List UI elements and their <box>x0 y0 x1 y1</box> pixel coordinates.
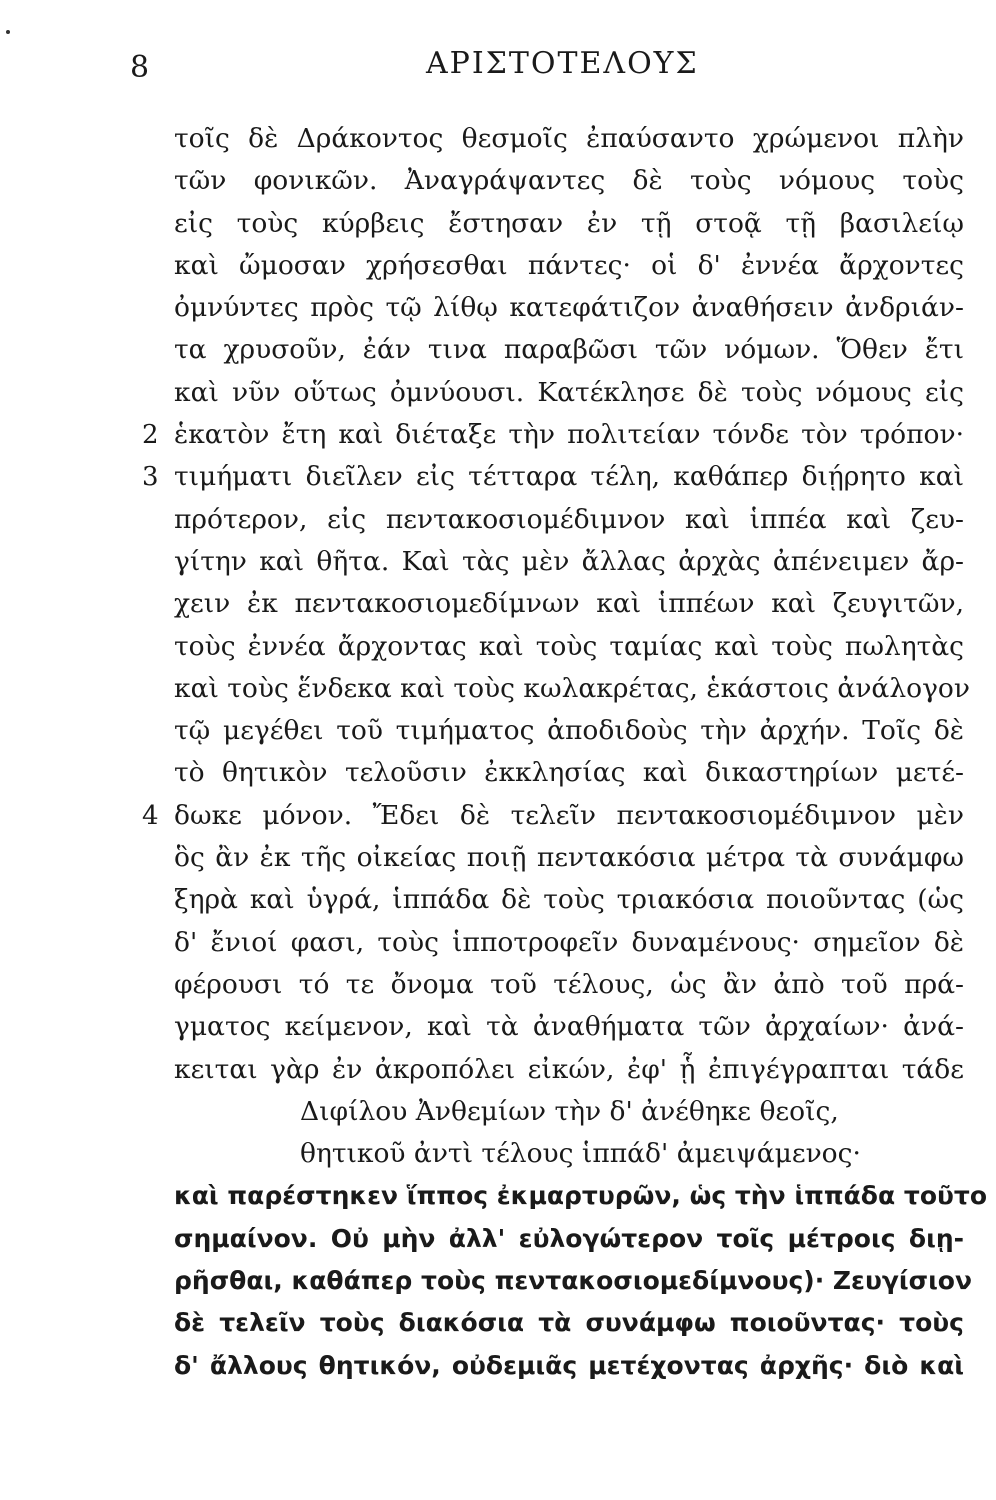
text-line <box>0 583 996 625</box>
line-text: σημαίνον. Οὐ μὴν ἀλλ' εὐλογώτερον τοῖς μέτροις διῃ- <box>174 1223 964 1253</box>
text-line <box>0 414 996 456</box>
margin-section-number: 3 <box>142 462 159 493</box>
text-line <box>0 626 996 668</box>
line-text: ρῆσθαι, καθάπερ τοὺς πεντακοσιομεδίμνους)· Ζευγίσιον <box>174 1266 973 1296</box>
line-text: γίτην καὶ θῆτα. Καὶ τὰς μὲν ἄλλας ἀρχὰς ἀπένειμεν ἄρ- <box>174 545 964 577</box>
text-line <box>0 203 996 245</box>
line-text: τῷ μεγέθει τοῦ τιμήματος ἀποδιδοὺς τὴν ἀρχήν. Τοῖς δὲ <box>174 715 964 747</box>
text-line <box>0 499 996 541</box>
line-text: γματος κείμενον, καὶ τὰ ἀναθήματα τῶν ἀρχαίων· ἀνά- <box>174 1011 964 1043</box>
line-text: δ' ἄλλους θητικόν, οὐδεμιᾶς μετέχοντας ἀρχῆς· διὸ καὶ <box>174 1350 964 1380</box>
line-text: τοὺς ἐννέα ἄρχοντας καὶ τοὺς ταμίας καὶ τοὺς πωλητὰς <box>174 630 964 662</box>
line-text: θητικοῦ ἀντὶ τέλους ἱππάδ' ἀμειψάμενος· <box>300 1138 861 1170</box>
line-text: τῶν φονικῶν. Ἀναγράψαντες δὲ τοὺς νόμους τοὺς <box>174 165 964 197</box>
text-line <box>0 752 996 794</box>
text-line <box>0 1302 996 1344</box>
line-text: καὶ τοὺς ἕνδεκα καὶ τοὺς κωλακρέτας, ἑκάστοις ἀνάλογον <box>174 672 970 704</box>
line-text: τα χρυσοῦν, ἐάν τινα παραβῶσι τῶν νόμων. Ὅθεν ἔτι <box>174 334 964 366</box>
line-text: ξηρὰ καὶ ὑγρά, ἱππάδα δὲ τοὺς τριακόσια ποιοῦντας (ὡς <box>174 884 964 916</box>
line-text: πρότερον, εἰς πεντακοσιομέδιμνον καὶ ἱππέα καὶ ζευ- <box>174 503 964 535</box>
text-line <box>0 879 996 921</box>
page-number: 8 <box>130 50 150 85</box>
body-text <box>0 118 996 1387</box>
text-line <box>0 1345 996 1387</box>
text-line <box>0 1175 996 1217</box>
line-text: ἑκατὸν ἔτη καὶ διέταξε τὴν πολιτείαν τόνδε τὸν τρόπον· <box>174 419 964 451</box>
text-line <box>0 710 996 752</box>
text-line <box>0 922 996 964</box>
line-text: ὃς ἂν ἐκ τῆς οἰκείας ποιῇ πεντακόσια μέτρα τὰ συνάμφω <box>174 842 964 874</box>
text-line <box>0 964 996 1006</box>
text-line <box>0 118 996 160</box>
text-line <box>0 1049 996 1091</box>
text-line <box>0 837 996 879</box>
line-text: δὲ τελεῖν τοὺς διακόσια τὰ συνάμφω ποιοῦντας· τοὺς <box>174 1308 964 1338</box>
line-text: καὶ νῦν οὕτως ὀμνύουσι. Κατέκλησε δὲ τοὺς νόμους εἰς <box>174 376 964 408</box>
text-line <box>0 1133 996 1175</box>
text-line <box>0 795 996 837</box>
text-line <box>0 541 996 583</box>
text-line <box>0 1091 996 1133</box>
text-line <box>0 329 996 371</box>
scan-speck <box>6 30 10 34</box>
text-line <box>0 1006 996 1048</box>
text-line <box>0 1260 996 1302</box>
text-line <box>0 372 996 414</box>
line-text: καὶ παρέστηκεν ἵππος ἐκμαρτυρῶν, ὡς τὴν ἱππάδα τοῦτο <box>174 1181 988 1211</box>
line-text: κειται γὰρ ἐν ἀκροπόλει εἰκών, ἐφ' ᾗ ἐπιγέγραπται τάδε <box>174 1053 964 1085</box>
line-text: χειν ἐκ πεντακοσιομεδίμνων καὶ ἱππέων καὶ ζευγιτῶν, <box>174 588 964 620</box>
line-text: καὶ ὤμοσαν χρήσεσθαι πάντες· οἱ δ' ἐννέα ἄρχοντες <box>174 249 964 281</box>
running-title: ΑΡΙΣΤΟΤΕΛΟΥΣ <box>426 46 699 81</box>
text-line <box>0 245 996 287</box>
line-text: εἰς τοὺς κύρβεις ἔστησαν ἐν τῇ στοᾷ τῇ βασιλείῳ <box>174 207 964 239</box>
line-text: φέρουσι τό τε ὄνομα τοῦ τέλους, ὡς ἂν ἀπὸ τοῦ πρά- <box>174 968 964 1000</box>
text-line <box>0 287 996 329</box>
line-text: ὀμνύντες πρὸς τῷ λίθῳ κατεφάτιζον ἀναθήσειν ἀνδριάν- <box>174 292 964 324</box>
text-line <box>0 160 996 202</box>
text-line <box>0 1218 996 1260</box>
margin-section-number: 2 <box>142 420 159 451</box>
line-text: τὸ θητικὸν τελοῦσιν ἐκκλησίας καὶ δικαστηρίων μετέ- <box>174 757 964 789</box>
text-line <box>0 668 996 710</box>
margin-section-number: 4 <box>142 800 159 831</box>
line-text: Διφίλου Ἀνθεμίων τὴν δ' ἀνέθηκε θεοῖς, <box>300 1095 839 1127</box>
line-text: τιμήματι διεῖλεν εἰς τέτταρα τέλη, καθάπερ διῄρητο καὶ <box>174 461 964 493</box>
line-text: δ' ἔνιοί φασι, τοὺς ἱπποτροφεῖν δυναμένους· σημεῖον δὲ <box>174 926 964 958</box>
line-text: τοῖς δὲ Δράκοντος θεσμοῖς ἐπαύσαντο χρώμενοι πλὴν <box>174 123 964 154</box>
text-line <box>0 456 996 498</box>
line-text: δωκε μόνον. Ἔδει δὲ τελεῖν πεντακοσιομέδιμνον μὲν <box>174 799 964 831</box>
